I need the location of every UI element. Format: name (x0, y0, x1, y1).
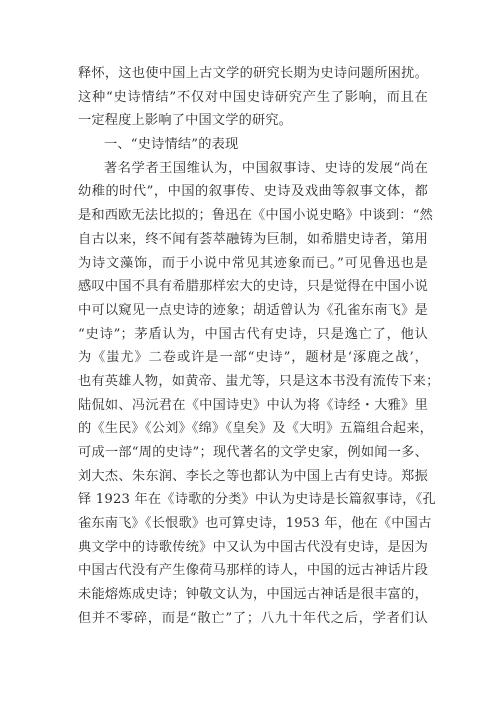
text-line: 但并不零碎，而是“散亡”了；八九十年代之后，学者们认 (78, 610, 428, 626)
text-line: 陆侃如、冯沅君在《中国诗史》中认为将《诗经・大雅》里 (78, 397, 428, 413)
text-line: 典文学中的诗歌传统》中又认为中国古代没有史诗，是因为 (78, 539, 428, 555)
text-line: 幼稚的时代”，中国的叙事传、史诗及戏曲等叙事文体，都 (78, 184, 428, 200)
text-line: 的《生民》《公刘》《绵》《皇矣》及《大明》五篇组合起来， (78, 421, 434, 437)
text-line: 中国古代没有产生像荷马那样的诗人，中国的远古神话片段 (78, 563, 428, 579)
document-body (78, 62, 440, 631)
text-line: “史诗”；茅盾认为，中国古代有史诗，只是逸亡了，他认 (78, 326, 428, 342)
text-line: 自古以来，终不闻有荟萃融铸为巨制，如希腊史诗者，第用 (78, 231, 428, 247)
text-line: 铎 1923 年在《诗歌的分类》中认为史诗是长篇叙事诗，《孔 (78, 492, 436, 508)
text-line: 中可以窥见一点史诗的迹象；胡适曾认为《孔雀东南飞》是 (78, 302, 428, 318)
text-line: 也有英雄人物，如黄帝、蚩尤等，只是这本书没有流传下来； (78, 373, 440, 389)
text-line: 为诗文藻饰，而于小说中常见其迹象而已。”可见鲁迅也是 (78, 255, 428, 271)
text-line: 为《蚩尤》二卷或许是一部“史诗”，题材是‘涿鹿之战’， (78, 350, 428, 366)
text-line: 这种“史诗情结”不仅对中国史诗研究产生了影响，而且在 (78, 89, 428, 105)
text-line: 释怀，这也使中国上古文学的研究长期为史诗问题所困扰。 (78, 66, 428, 81)
text-line: 可成一部“周的史诗”；现代著名的文学史家，例如闻一多、 (78, 445, 428, 460)
text-line: 一定程度上影响了中国文学的研究。 (78, 113, 293, 129)
section-heading: 一、“史诗情结”的表现 (104, 137, 239, 153)
text-line: 是和西欧无法比拟的；鲁迅在《中国小说史略》中谈到：“然 (78, 208, 434, 224)
text-line: 著名学者王国维认为，中国叙事诗、史诗的发展“尚在 (104, 160, 428, 176)
text-line: 刘大杰、朱东润、李长之等也都认为中国上古有史诗。郑振 (78, 468, 428, 484)
text-line: 未能熔炼成史诗；钟敬文认为，中国远古神话是很丰富的， (78, 587, 428, 603)
text-line: 感叹中国不具有希腊那样宏大的史诗，只是觉得在中国小说 (78, 279, 428, 295)
text-line: 雀东南飞》《长恨歌》也可算史诗，1953 年，他在《中国古 (78, 516, 432, 532)
